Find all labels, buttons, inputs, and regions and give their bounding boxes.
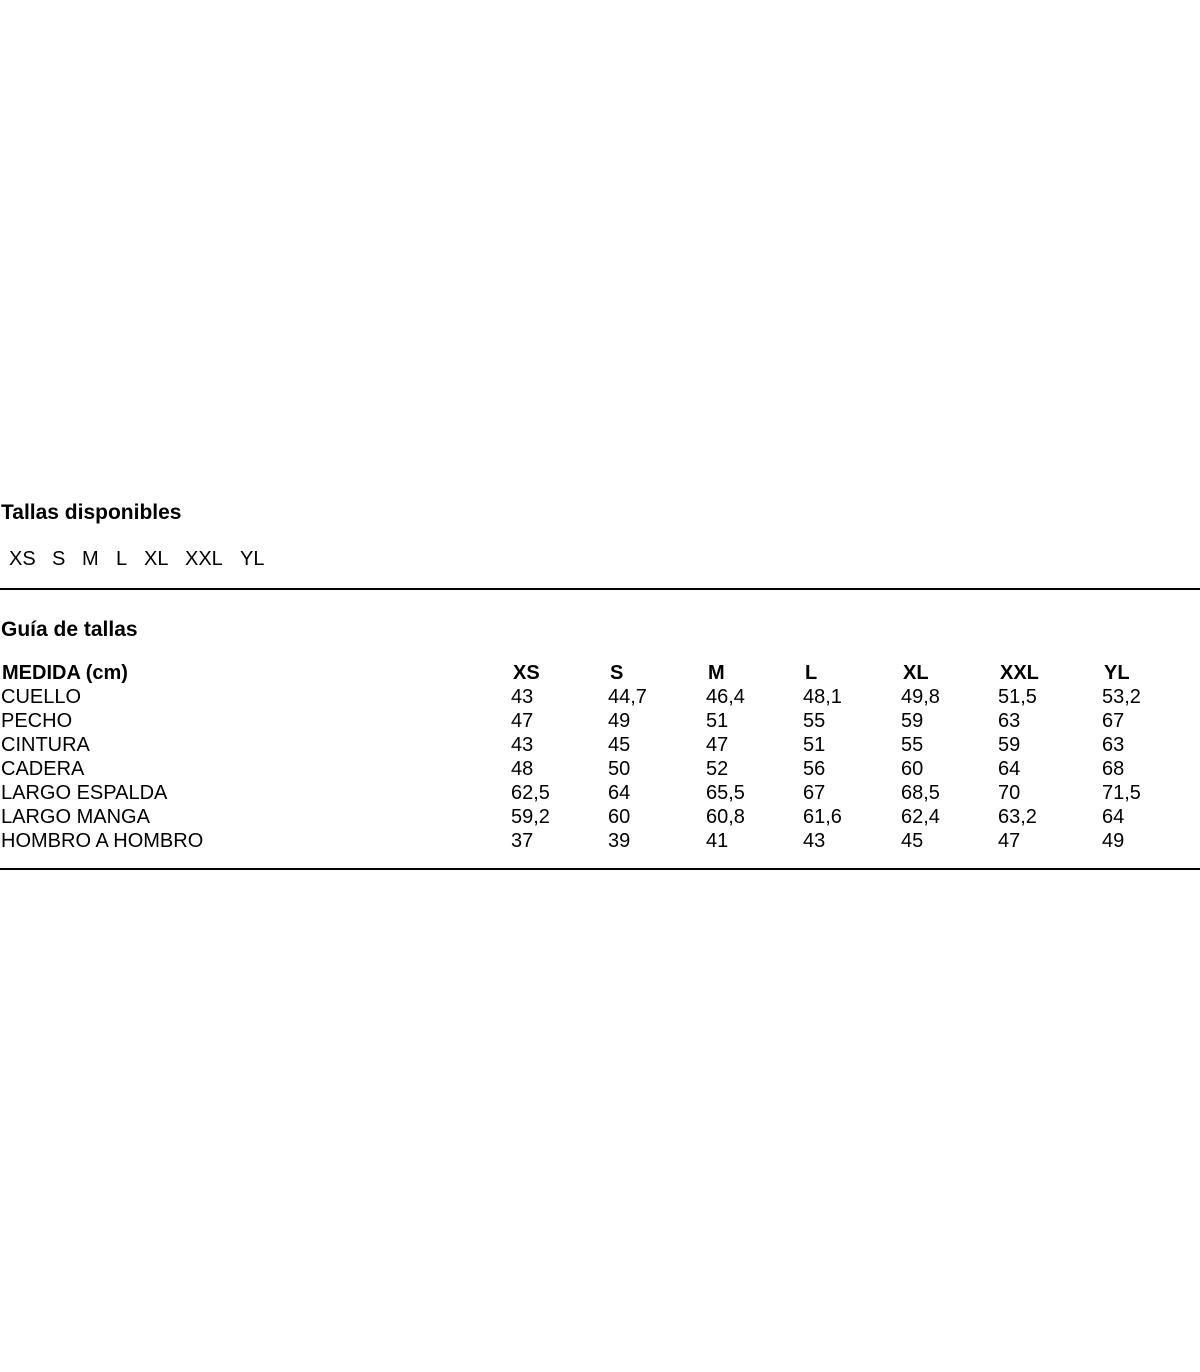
value-cell: 47 [511,710,534,732]
size-option-xl: XL [144,548,169,570]
row-label-cell: HOMBRO A HOMBRO [1,830,204,852]
size-option-m: M [82,548,99,570]
divider [0,588,1200,590]
header-cell-measure: MEDIDA (cm) [2,662,128,684]
available-sizes-title: Tallas disponibles [1,501,182,524]
value-cell: 60,8 [706,806,745,828]
value-cell: 68 [1102,758,1125,780]
table-row [0,709,1200,733]
header-cell-s: S [610,662,624,684]
value-cell: 56 [803,758,826,780]
size-guide-table [0,661,1200,853]
size-option-s: S [52,548,66,570]
value-cell: 51,5 [998,686,1037,708]
value-cell: 53,2 [1102,686,1141,708]
table-row [0,781,1200,805]
value-cell: 46,4 [706,686,745,708]
value-cell: 51 [706,710,729,732]
value-cell: 43 [803,830,826,852]
value-cell: 67 [803,782,826,804]
table-row [0,829,1200,853]
size-option-xs: XS [9,548,36,570]
value-cell: 37 [511,830,534,852]
row-label-cell: PECHO [1,710,73,732]
table-row [0,685,1200,709]
value-cell: 41 [706,830,729,852]
table-header-row [0,661,1200,685]
row-label-cell: CADERA [1,758,85,780]
value-cell: 62,5 [511,782,550,804]
header-cell-m: M [708,662,725,684]
value-cell: 45 [608,734,631,756]
value-cell: 48 [511,758,534,780]
value-cell: 44,7 [608,686,647,708]
table-row [0,733,1200,757]
value-cell: 64 [998,758,1021,780]
row-label-cell: LARGO MANGA [1,806,150,828]
row-label-cell: CINTURA [1,734,90,756]
value-cell: 43 [511,686,534,708]
value-cell: 60 [901,758,924,780]
value-cell: 63 [1102,734,1125,756]
value-cell: 64 [608,782,631,804]
size-option-xxl: XXL [185,548,223,570]
value-cell: 63 [998,710,1021,732]
value-cell: 59,2 [511,806,550,828]
value-cell: 70 [998,782,1021,804]
value-cell: 51 [803,734,826,756]
value-cell: 65,5 [706,782,745,804]
header-cell-xs: XS [513,662,540,684]
header-cell-xxl: XXL [1000,662,1039,684]
value-cell: 55 [901,734,924,756]
row-label-cell: LARGO ESPALDA [1,782,168,804]
value-cell: 47 [998,830,1021,852]
size-option-l: L [116,548,128,570]
available-sizes-list [9,547,264,571]
value-cell: 49,8 [901,686,940,708]
value-cell: 62,4 [901,806,940,828]
value-cell: 48,1 [803,686,842,708]
value-cell: 59 [901,710,924,732]
value-cell: 49 [608,710,631,732]
value-cell: 67 [1102,710,1125,732]
size-guide-title: Guía de tallas [1,618,138,641]
value-cell: 47 [706,734,729,756]
value-cell: 68,5 [901,782,940,804]
row-label-cell: CUELLO [1,686,82,708]
value-cell: 49 [1102,830,1125,852]
value-cell: 50 [608,758,631,780]
value-cell: 71,5 [1102,782,1141,804]
value-cell: 61,6 [803,806,842,828]
value-cell: 43 [511,734,534,756]
size-option-yl: YL [240,548,265,570]
header-cell-yl: YL [1104,662,1130,684]
header-cell-l: L [805,662,818,684]
divider [0,868,1200,870]
value-cell: 52 [706,758,729,780]
table-row [0,757,1200,781]
value-cell: 63,2 [998,806,1037,828]
value-cell: 39 [608,830,631,852]
value-cell: 59 [998,734,1021,756]
value-cell: 55 [803,710,826,732]
header-cell-xl: XL [903,662,929,684]
table-row [0,805,1200,829]
value-cell: 60 [608,806,631,828]
value-cell: 64 [1102,806,1125,828]
value-cell: 45 [901,830,924,852]
